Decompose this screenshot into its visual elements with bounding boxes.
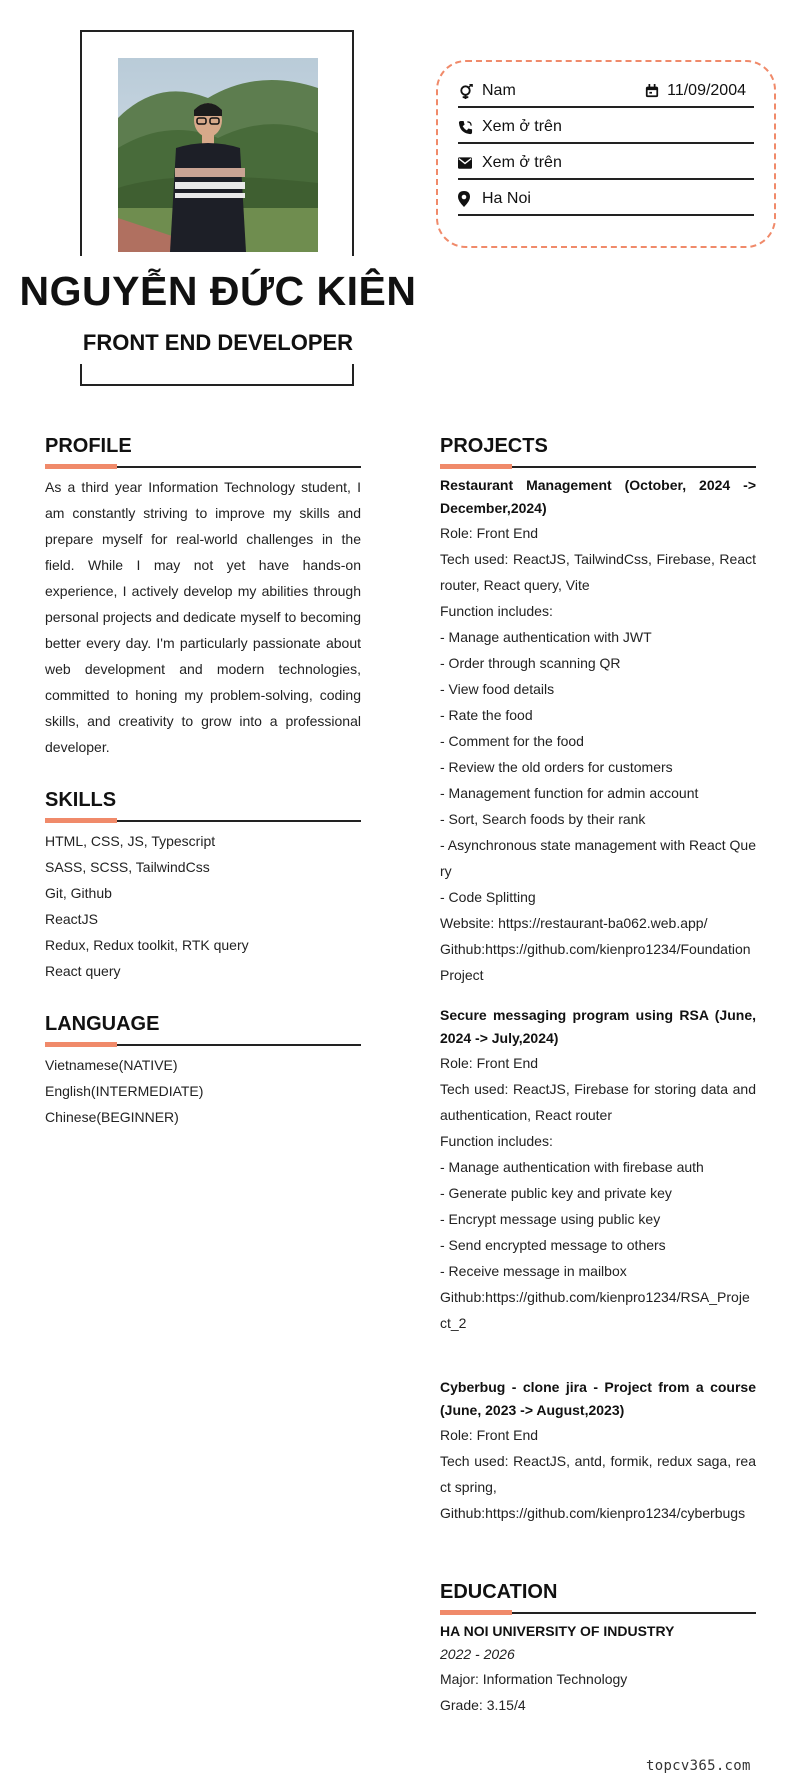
birthday-group bbox=[645, 82, 754, 100]
project-details bbox=[440, 520, 756, 988]
project-line: Function includes: bbox=[440, 1133, 553, 1149]
birthday-value: 11/09/2004 bbox=[667, 82, 746, 99]
project-line: - Management function for admin account bbox=[440, 785, 699, 801]
calendar-icon bbox=[645, 84, 667, 98]
accent-bar bbox=[45, 818, 117, 823]
accent-bar bbox=[45, 464, 117, 469]
profile-text: As a third year Information Technology student, I am constantly striving to improve my skills and prepare myself for real-world challenges in the field. While I may not yet have hands-on experience, I actively develop my abilities through personal projects and dedicate myself to becoming better every day. I'm particularly passionate about web development and modern technologies, committed to honing my problem-solving, coding skills, and creativity to grow into a professional developer. bbox=[45, 479, 361, 755]
project-title: Restaurant Management (October, 2024 -> December,2024) bbox=[440, 477, 756, 516]
profile-section-header bbox=[45, 434, 361, 468]
project-line: Function includes: bbox=[440, 603, 553, 619]
project-line: Tech used: ReactJS, Firebase for storing data and authentication, React router bbox=[440, 1081, 756, 1123]
list-item: HTML, CSS, JS, Typescript bbox=[45, 833, 216, 849]
list-item: Vietnamese(NATIVE) bbox=[45, 1057, 178, 1073]
project-line: - Asynchronous state management with React Query bbox=[440, 837, 756, 879]
gender-value: Nam bbox=[482, 82, 516, 99]
list-item: Git, Github bbox=[45, 885, 112, 901]
project-details bbox=[440, 1050, 756, 1336]
project-line: - Review the old orders for customers bbox=[440, 759, 673, 775]
accent-bar bbox=[440, 1610, 512, 1615]
list-item: React query bbox=[45, 963, 121, 979]
project-line: - Generate public key and private key bbox=[440, 1185, 672, 1201]
education-grade: Grade: 3.15/4 bbox=[440, 1697, 526, 1713]
profile-photo bbox=[118, 58, 318, 252]
email-value: Xem ở trên bbox=[482, 154, 562, 171]
education-major: Major: Information Technology bbox=[440, 1671, 628, 1687]
location-pin-icon bbox=[458, 191, 480, 207]
project-line: Role: Front End bbox=[440, 1055, 539, 1071]
project-entry bbox=[440, 1004, 756, 1336]
project-line: - Code Splitting bbox=[440, 889, 536, 905]
project-line: Tech used: ReactJS, TailwindCss, Firebase, React router, React query, Vite bbox=[440, 551, 756, 593]
list-item: ReactJS bbox=[45, 911, 98, 927]
education-heading: EDUCATION bbox=[440, 1581, 558, 1603]
school-name: HA NOI UNIVERSITY OF INDUSTRY bbox=[440, 1623, 675, 1639]
project-title: Secure messaging program using RSA (June, 2024 -> July,2024) bbox=[440, 1007, 756, 1046]
project-line: - Manage authentication with JWT bbox=[440, 629, 652, 645]
language-list bbox=[45, 1052, 361, 1130]
project-line: Role: Front End bbox=[440, 525, 539, 541]
section-divider bbox=[45, 1044, 361, 1046]
job-title: FRONT END DEVELOPER bbox=[82, 330, 354, 355]
address-value: Ha Noi bbox=[482, 190, 531, 207]
project-entry bbox=[440, 474, 756, 988]
list-item: English(INTERMEDIATE) bbox=[45, 1083, 204, 1099]
project-line: - Encrypt message using public key bbox=[440, 1211, 661, 1227]
section-divider bbox=[45, 466, 361, 468]
project-line: - Comment for the food bbox=[440, 733, 584, 749]
project-website-link[interactable]: Website: https://restaurant-ba062.web.app/ bbox=[440, 915, 708, 931]
section-divider bbox=[440, 466, 756, 468]
project-details bbox=[440, 1422, 756, 1526]
language-section-header bbox=[45, 1012, 361, 1046]
candidate-name: NGUYỄN ĐỨC KIÊN bbox=[19, 268, 417, 314]
project-title: Cyberbug - clone jira - Project from a course (June, 2023 -> August,2023) bbox=[440, 1379, 756, 1418]
photo-frame-bottom bbox=[80, 364, 354, 386]
contact-row-gender bbox=[458, 76, 754, 108]
contact-row-address bbox=[458, 184, 754, 216]
project-github-link[interactable]: Github:https://github.com/kienpro1234/FoundationProject bbox=[440, 941, 751, 983]
project-line: - Order through scanning QR bbox=[440, 655, 621, 671]
accent-bar bbox=[440, 464, 512, 469]
gender-icon bbox=[458, 84, 480, 99]
phone-value: Xem ở trên bbox=[482, 118, 562, 135]
projects-section-header bbox=[440, 434, 756, 468]
education-entry bbox=[440, 1620, 756, 1718]
accent-bar bbox=[45, 1042, 117, 1047]
education-section-header bbox=[440, 1580, 756, 1614]
skills-heading: SKILLS bbox=[45, 789, 117, 811]
contact-card bbox=[436, 60, 776, 248]
phone-icon bbox=[458, 120, 480, 135]
project-line: - Manage authentication with firebase auth bbox=[440, 1159, 704, 1175]
project-github-link[interactable]: Github:https://github.com/kienpro1234/RSA_Project_2 bbox=[440, 1289, 750, 1331]
list-item: Chinese(BEGINNER) bbox=[45, 1109, 179, 1125]
project-line: Role: Front End bbox=[440, 1427, 539, 1443]
section-divider bbox=[440, 1612, 756, 1614]
project-line: - Receive message in mailbox bbox=[440, 1263, 627, 1279]
list-item: SASS, SCSS, TailwindCss bbox=[45, 859, 210, 875]
contact-row-email bbox=[458, 148, 754, 180]
section-divider bbox=[45, 820, 361, 822]
email-icon bbox=[458, 157, 480, 169]
project-line: - Rate the food bbox=[440, 707, 533, 723]
language-heading: LANGUAGE bbox=[45, 1013, 160, 1035]
watermark: topcv365.com bbox=[646, 1758, 751, 1774]
project-line: - View food details bbox=[440, 681, 555, 697]
project-line: - Send encrypted message to others bbox=[440, 1237, 666, 1253]
profile-heading: PROFILE bbox=[45, 435, 132, 457]
skills-list bbox=[45, 828, 361, 984]
education-period: 2022 - 2026 bbox=[440, 1646, 515, 1662]
project-line: Tech used: ReactJS, antd, formik, redux saga, react spring, bbox=[440, 1453, 756, 1495]
list-item: Redux, Redux toolkit, RTK query bbox=[45, 937, 249, 953]
project-entry bbox=[440, 1376, 756, 1526]
projects-heading: PROJECTS bbox=[440, 435, 548, 457]
contact-row-phone bbox=[458, 112, 754, 144]
project-github-link[interactable]: Github:https://github.com/kienpro1234/cyberbugs bbox=[440, 1505, 746, 1521]
project-line: - Sort, Search foods by their rank bbox=[440, 811, 646, 827]
skills-section-header bbox=[45, 788, 361, 822]
